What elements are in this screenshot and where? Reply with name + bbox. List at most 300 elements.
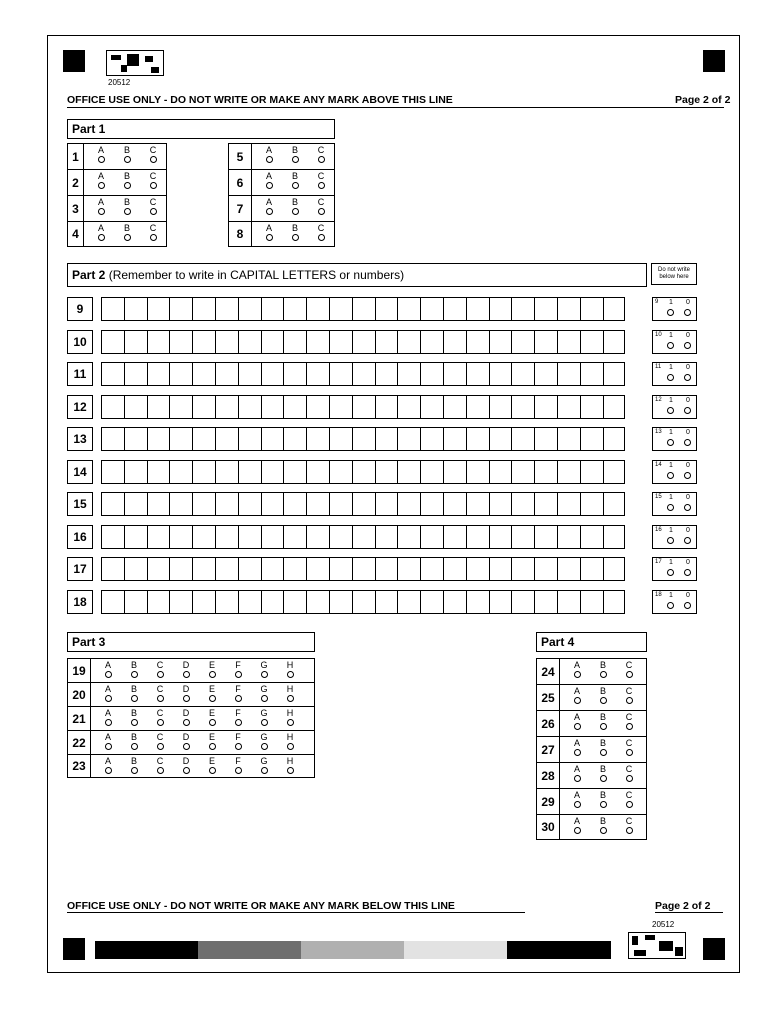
part3-option[interactable]: [199, 683, 225, 706]
letter-box[interactable]: [375, 492, 398, 516]
letter-box[interactable]: [557, 297, 580, 321]
letter-box[interactable]: [192, 525, 215, 549]
answer-bubble[interactable]: [626, 801, 633, 808]
part3-option[interactable]: [147, 683, 173, 706]
letter-box[interactable]: [397, 297, 420, 321]
marker-bubble[interactable]: [684, 537, 691, 544]
letter-box[interactable]: [329, 460, 352, 484]
letter-box[interactable]: [603, 460, 626, 484]
part1-option[interactable]: [140, 144, 166, 169]
marker-bubble[interactable]: [684, 602, 691, 609]
letter-box[interactable]: [352, 525, 375, 549]
answer-bubble[interactable]: [209, 743, 216, 750]
letter-box[interactable]: [489, 590, 512, 614]
letter-box[interactable]: [511, 525, 534, 549]
letter-box[interactable]: [534, 362, 557, 386]
letter-box[interactable]: [443, 460, 466, 484]
letter-box[interactable]: [466, 492, 489, 516]
answer-bubble[interactable]: [157, 719, 164, 726]
answer-bubble[interactable]: [266, 156, 273, 163]
letter-box[interactable]: [169, 492, 192, 516]
marker-bubble[interactable]: [667, 472, 674, 479]
letter-box[interactable]: [534, 297, 557, 321]
answer-bubble[interactable]: [183, 767, 190, 774]
part1-option[interactable]: [140, 222, 166, 246]
letter-box[interactable]: [261, 492, 284, 516]
letter-box[interactable]: [580, 492, 603, 516]
part4-option[interactable]: [590, 815, 616, 839]
answer-bubble[interactable]: [105, 743, 112, 750]
letter-box[interactable]: [420, 362, 443, 386]
part4-option[interactable]: [564, 737, 590, 762]
letter-box[interactable]: [397, 492, 420, 516]
letter-box[interactable]: [534, 460, 557, 484]
part3-option[interactable]: [251, 683, 277, 706]
answer-bubble[interactable]: [98, 182, 105, 189]
part4-option[interactable]: [564, 659, 590, 684]
letter-box[interactable]: [557, 557, 580, 581]
letter-box[interactable]: [397, 427, 420, 451]
part3-option[interactable]: [251, 659, 277, 682]
part3-option[interactable]: [277, 731, 303, 754]
part3-option[interactable]: [225, 707, 251, 730]
part4-option[interactable]: [616, 659, 642, 684]
letter-box[interactable]: [603, 395, 626, 419]
part1-option[interactable]: [282, 222, 308, 246]
letter-box[interactable]: [511, 395, 534, 419]
letter-box[interactable]: [534, 525, 557, 549]
letter-box[interactable]: [169, 557, 192, 581]
part4-option[interactable]: [564, 789, 590, 814]
letter-box[interactable]: [169, 427, 192, 451]
letter-box[interactable]: [215, 460, 238, 484]
letter-box[interactable]: [420, 330, 443, 354]
part3-option[interactable]: [277, 659, 303, 682]
letter-box[interactable]: [603, 492, 626, 516]
letter-box[interactable]: [511, 297, 534, 321]
letter-box[interactable]: [352, 590, 375, 614]
letter-box[interactable]: [603, 557, 626, 581]
letter-box[interactable]: [489, 297, 512, 321]
marker-bubble[interactable]: [684, 374, 691, 381]
letter-box[interactable]: [489, 492, 512, 516]
part3-option[interactable]: [121, 731, 147, 754]
letter-box[interactable]: [169, 525, 192, 549]
answer-bubble[interactable]: [318, 208, 325, 215]
answer-bubble[interactable]: [131, 671, 138, 678]
letter-box[interactable]: [375, 395, 398, 419]
letter-box[interactable]: [557, 395, 580, 419]
letter-box[interactable]: [238, 492, 261, 516]
letter-box[interactable]: [511, 492, 534, 516]
part3-option[interactable]: [225, 659, 251, 682]
part3-option[interactable]: [95, 731, 121, 754]
part4-option[interactable]: [564, 685, 590, 710]
letter-box[interactable]: [147, 590, 170, 614]
part1-option[interactable]: [308, 222, 334, 246]
answer-bubble[interactable]: [105, 719, 112, 726]
answer-bubble[interactable]: [98, 156, 105, 163]
answer-bubble[interactable]: [261, 743, 268, 750]
letter-box[interactable]: [147, 492, 170, 516]
marker-bubble[interactable]: [667, 309, 674, 316]
letter-box[interactable]: [443, 492, 466, 516]
letter-box[interactable]: [466, 427, 489, 451]
part3-option[interactable]: [147, 731, 173, 754]
letter-box[interactable]: [420, 460, 443, 484]
letter-box[interactable]: [511, 590, 534, 614]
marker-bubble[interactable]: [667, 537, 674, 544]
letter-box[interactable]: [443, 330, 466, 354]
part4-option[interactable]: [616, 711, 642, 736]
part4-option[interactable]: [590, 737, 616, 762]
part3-option[interactable]: [95, 659, 121, 682]
letter-box[interactable]: [534, 395, 557, 419]
part3-option[interactable]: [95, 755, 121, 777]
letter-box[interactable]: [466, 395, 489, 419]
answer-bubble[interactable]: [261, 719, 268, 726]
part1-option[interactable]: [114, 222, 140, 246]
answer-bubble[interactable]: [261, 695, 268, 702]
letter-box[interactable]: [420, 492, 443, 516]
letter-box[interactable]: [124, 525, 147, 549]
letter-box[interactable]: [397, 525, 420, 549]
letter-box[interactable]: [147, 297, 170, 321]
letter-box[interactable]: [352, 297, 375, 321]
letter-box[interactable]: [511, 557, 534, 581]
letter-box[interactable]: [238, 297, 261, 321]
letter-box[interactable]: [466, 525, 489, 549]
answer-bubble[interactable]: [318, 182, 325, 189]
part1-option[interactable]: [256, 170, 282, 195]
letter-box[interactable]: [329, 590, 352, 614]
part3-option[interactable]: [199, 659, 225, 682]
letter-box[interactable]: [192, 460, 215, 484]
letter-box[interactable]: [603, 330, 626, 354]
letter-box[interactable]: [352, 460, 375, 484]
letter-box[interactable]: [124, 330, 147, 354]
answer-bubble[interactable]: [292, 234, 299, 241]
letter-box[interactable]: [489, 557, 512, 581]
letter-box[interactable]: [352, 395, 375, 419]
answer-bubble[interactable]: [574, 801, 581, 808]
marker-bubble[interactable]: [667, 569, 674, 576]
marker-bubble[interactable]: [684, 407, 691, 414]
part4-option[interactable]: [616, 815, 642, 839]
letter-box[interactable]: [557, 492, 580, 516]
answer-bubble[interactable]: [235, 695, 242, 702]
letter-box[interactable]: [261, 330, 284, 354]
part1-option[interactable]: [114, 196, 140, 221]
part1-option[interactable]: [88, 222, 114, 246]
letter-box[interactable]: [329, 330, 352, 354]
part3-option[interactable]: [251, 755, 277, 777]
letter-box[interactable]: [557, 590, 580, 614]
letter-box[interactable]: [352, 330, 375, 354]
letter-box[interactable]: [534, 330, 557, 354]
answer-bubble[interactable]: [183, 671, 190, 678]
answer-bubble[interactable]: [574, 749, 581, 756]
letter-box[interactable]: [101, 557, 124, 581]
letter-box[interactable]: [283, 557, 306, 581]
letter-box[interactable]: [238, 330, 261, 354]
letter-box[interactable]: [443, 590, 466, 614]
letter-box[interactable]: [329, 492, 352, 516]
part4-option[interactable]: [616, 789, 642, 814]
letter-box[interactable]: [466, 590, 489, 614]
part4-option[interactable]: [590, 763, 616, 788]
answer-bubble[interactable]: [600, 671, 607, 678]
answer-bubble[interactable]: [124, 234, 131, 241]
part3-option[interactable]: [199, 731, 225, 754]
answer-bubble[interactable]: [626, 827, 633, 834]
letter-box[interactable]: [329, 297, 352, 321]
part3-option[interactable]: [225, 731, 251, 754]
part3-option[interactable]: [225, 755, 251, 777]
answer-bubble[interactable]: [574, 775, 581, 782]
letter-box[interactable]: [124, 395, 147, 419]
answer-bubble[interactable]: [131, 743, 138, 750]
answer-bubble[interactable]: [209, 767, 216, 774]
letter-box[interactable]: [557, 460, 580, 484]
answer-bubble[interactable]: [287, 767, 294, 774]
part3-option[interactable]: [251, 731, 277, 754]
letter-box[interactable]: [124, 297, 147, 321]
answer-bubble[interactable]: [266, 208, 273, 215]
letter-box[interactable]: [192, 297, 215, 321]
letter-box[interactable]: [580, 330, 603, 354]
answer-bubble[interactable]: [626, 697, 633, 704]
letter-box[interactable]: [261, 395, 284, 419]
letter-box[interactable]: [147, 362, 170, 386]
answer-bubble[interactable]: [150, 234, 157, 241]
letter-box[interactable]: [238, 525, 261, 549]
part1-option[interactable]: [282, 144, 308, 169]
letter-box[interactable]: [101, 492, 124, 516]
answer-bubble[interactable]: [183, 743, 190, 750]
letter-box[interactable]: [352, 427, 375, 451]
part1-option[interactable]: [308, 170, 334, 195]
letter-box[interactable]: [215, 557, 238, 581]
letter-box[interactable]: [580, 395, 603, 419]
letter-box[interactable]: [283, 330, 306, 354]
letter-box[interactable]: [443, 395, 466, 419]
part4-option[interactable]: [590, 789, 616, 814]
answer-bubble[interactable]: [292, 182, 299, 189]
letter-box[interactable]: [329, 525, 352, 549]
answer-bubble[interactable]: [124, 182, 131, 189]
answer-bubble[interactable]: [318, 234, 325, 241]
letter-box[interactable]: [192, 395, 215, 419]
letter-box[interactable]: [101, 297, 124, 321]
part3-option[interactable]: [225, 683, 251, 706]
answer-bubble[interactable]: [287, 695, 294, 702]
letter-box[interactable]: [306, 297, 329, 321]
letter-box[interactable]: [603, 427, 626, 451]
letter-box[interactable]: [306, 362, 329, 386]
letter-box[interactable]: [580, 427, 603, 451]
letter-box[interactable]: [283, 395, 306, 419]
letter-box[interactable]: [557, 330, 580, 354]
letter-box[interactable]: [169, 460, 192, 484]
answer-bubble[interactable]: [292, 156, 299, 163]
part1-option[interactable]: [88, 170, 114, 195]
letter-box[interactable]: [215, 427, 238, 451]
answer-bubble[interactable]: [105, 671, 112, 678]
answer-bubble[interactable]: [574, 723, 581, 730]
marker-bubble[interactable]: [667, 602, 674, 609]
letter-box[interactable]: [397, 395, 420, 419]
letter-box[interactable]: [420, 297, 443, 321]
letter-box[interactable]: [397, 557, 420, 581]
letter-box[interactable]: [283, 362, 306, 386]
marker-bubble[interactable]: [684, 472, 691, 479]
letter-box[interactable]: [443, 525, 466, 549]
marker-bubble[interactable]: [684, 569, 691, 576]
letter-box[interactable]: [192, 362, 215, 386]
letter-box[interactable]: [238, 557, 261, 581]
part3-option[interactable]: [199, 707, 225, 730]
answer-bubble[interactable]: [600, 827, 607, 834]
letter-box[interactable]: [215, 330, 238, 354]
part3-option[interactable]: [147, 707, 173, 730]
letter-box[interactable]: [306, 460, 329, 484]
marker-bubble[interactable]: [684, 439, 691, 446]
letter-box[interactable]: [534, 590, 557, 614]
letter-box[interactable]: [306, 557, 329, 581]
letter-box[interactable]: [124, 557, 147, 581]
answer-bubble[interactable]: [626, 723, 633, 730]
letter-box[interactable]: [238, 362, 261, 386]
letter-box[interactable]: [238, 590, 261, 614]
answer-bubble[interactable]: [98, 234, 105, 241]
letter-box[interactable]: [215, 362, 238, 386]
letter-box[interactable]: [603, 297, 626, 321]
letter-box[interactable]: [124, 427, 147, 451]
answer-bubble[interactable]: [574, 697, 581, 704]
letter-box[interactable]: [580, 362, 603, 386]
part1-option[interactable]: [88, 144, 114, 169]
letter-box[interactable]: [603, 525, 626, 549]
letter-box[interactable]: [261, 297, 284, 321]
part4-option[interactable]: [616, 737, 642, 762]
letter-box[interactable]: [192, 557, 215, 581]
letter-box[interactable]: [169, 362, 192, 386]
letter-box[interactable]: [101, 590, 124, 614]
letter-box[interactable]: [375, 297, 398, 321]
answer-bubble[interactable]: [209, 695, 216, 702]
letter-box[interactable]: [397, 590, 420, 614]
letter-box[interactable]: [534, 557, 557, 581]
part3-option[interactable]: [147, 659, 173, 682]
answer-bubble[interactable]: [150, 182, 157, 189]
part3-option[interactable]: [121, 659, 147, 682]
letter-box[interactable]: [261, 590, 284, 614]
answer-bubble[interactable]: [600, 775, 607, 782]
answer-bubble[interactable]: [235, 767, 242, 774]
letter-box[interactable]: [215, 492, 238, 516]
answer-bubble[interactable]: [98, 208, 105, 215]
answer-bubble[interactable]: [150, 208, 157, 215]
part1-option[interactable]: [256, 144, 282, 169]
part1-option[interactable]: [308, 196, 334, 221]
letter-box[interactable]: [306, 590, 329, 614]
letter-box[interactable]: [443, 427, 466, 451]
letter-box[interactable]: [466, 460, 489, 484]
letter-box[interactable]: [306, 427, 329, 451]
part1-option[interactable]: [256, 196, 282, 221]
letter-box[interactable]: [420, 395, 443, 419]
answer-bubble[interactable]: [626, 775, 633, 782]
part1-option[interactable]: [282, 196, 308, 221]
letter-box[interactable]: [375, 590, 398, 614]
letter-box[interactable]: [124, 460, 147, 484]
letter-box[interactable]: [306, 330, 329, 354]
letter-box[interactable]: [283, 590, 306, 614]
letter-box[interactable]: [603, 590, 626, 614]
part4-option[interactable]: [564, 711, 590, 736]
letter-box[interactable]: [511, 330, 534, 354]
letter-box[interactable]: [375, 362, 398, 386]
answer-bubble[interactable]: [183, 695, 190, 702]
letter-box[interactable]: [124, 492, 147, 516]
letter-box[interactable]: [147, 330, 170, 354]
letter-box[interactable]: [397, 330, 420, 354]
answer-bubble[interactable]: [287, 671, 294, 678]
letter-box[interactable]: [306, 492, 329, 516]
part3-option[interactable]: [277, 707, 303, 730]
letter-box[interactable]: [489, 427, 512, 451]
answer-bubble[interactable]: [266, 234, 273, 241]
answer-bubble[interactable]: [600, 749, 607, 756]
marker-bubble[interactable]: [667, 374, 674, 381]
letter-box[interactable]: [101, 395, 124, 419]
letter-box[interactable]: [283, 492, 306, 516]
part3-option[interactable]: [173, 659, 199, 682]
letter-box[interactable]: [169, 297, 192, 321]
letter-box[interactable]: [443, 362, 466, 386]
letter-box[interactable]: [192, 590, 215, 614]
letter-box[interactable]: [420, 427, 443, 451]
letter-box[interactable]: [147, 557, 170, 581]
letter-box[interactable]: [489, 362, 512, 386]
letter-box[interactable]: [101, 525, 124, 549]
letter-box[interactable]: [215, 525, 238, 549]
letter-box[interactable]: [489, 330, 512, 354]
part4-option[interactable]: [590, 685, 616, 710]
marker-bubble[interactable]: [684, 309, 691, 316]
letter-box[interactable]: [101, 427, 124, 451]
part3-option[interactable]: [199, 755, 225, 777]
letter-box[interactable]: [580, 297, 603, 321]
letter-box[interactable]: [420, 525, 443, 549]
letter-box[interactable]: [101, 460, 124, 484]
part3-option[interactable]: [173, 707, 199, 730]
letter-box[interactable]: [603, 362, 626, 386]
letter-box[interactable]: [329, 395, 352, 419]
letter-box[interactable]: [534, 492, 557, 516]
answer-bubble[interactable]: [105, 695, 112, 702]
letter-box[interactable]: [375, 525, 398, 549]
part3-option[interactable]: [277, 683, 303, 706]
letter-box[interactable]: [534, 427, 557, 451]
answer-bubble[interactable]: [287, 719, 294, 726]
answer-bubble[interactable]: [626, 671, 633, 678]
letter-box[interactable]: [261, 362, 284, 386]
letter-box[interactable]: [352, 557, 375, 581]
answer-bubble[interactable]: [131, 695, 138, 702]
answer-bubble[interactable]: [157, 743, 164, 750]
